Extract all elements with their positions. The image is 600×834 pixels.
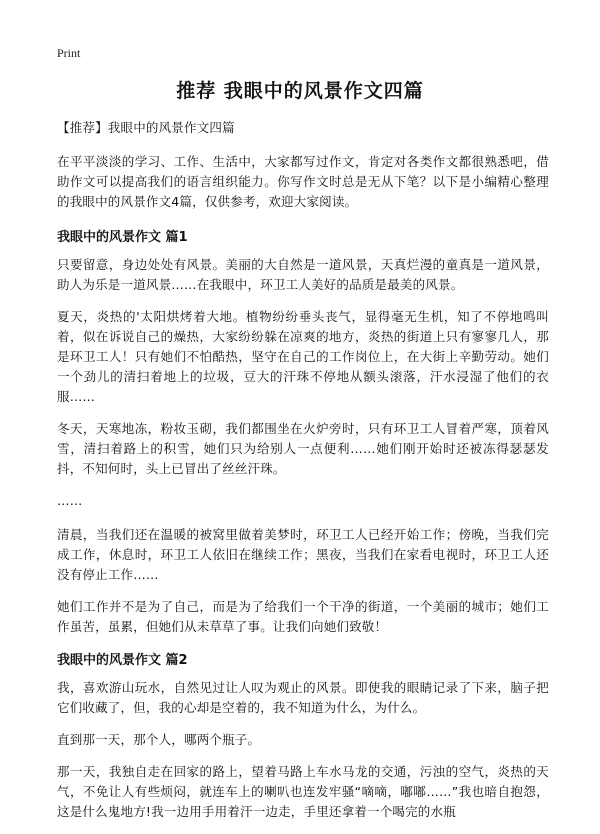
paragraph: 冬天，天寒地冻，粉妆玉砌，我们都围坐在火炉旁时，只有环卫工人冒着严寒，顶着风雪，清扫着路上的积雪，她们只为给别人一点便利……她们刚开始时还被冻得瑟瑟发抖，不知何时，头上已冒出了丝丝汗珠。 [57,421,549,476]
paragraph: 她们工作并不是为了自己，而是为了给我们一个干净的街道，一个美丽的城市；她们工作虽苦，虽累，但她们从未草草了事。让我们向她们致敬！ [57,599,549,634]
paragraph: 我，喜欢游山玩水，自然见过让人叹为观止的风景。即使我的眼睛记录了下来，脑子把它们收藏了，但，我的心却是空着的，我不知道为什么，为什么。 [57,680,549,715]
paragraph: 夏天，炎热的'太阳烘烤着大地。植物纷纷垂头丧气，显得毫无生机，知了不停地鸣叫着，似在诉说自己的燥热，大家纷纷躲在凉爽的地方，炎热的街道上只有寥寥几人，那是环卫工人！只有她们不怕酷热，坚守在自己的工作岗位上，在大街上辛勤劳动。她们一个劲儿的清扫着地上的垃圾，豆大的汗珠不停地从额头滚落，汗水浸湿了他们的衣服…… [57,309,549,404]
document-body [57,112,549,834]
paragraph: 清晨，当我们还在温暖的被窝里做着美梦时，环卫工人已经开始工作；傍晚，当我们完成工作，休息时，环卫工人依旧在继续工作；黑夜，当我们在家看电视时，环卫工人还没有停止工作…… [57,527,549,582]
document-title: 推荐 我眼中的风景作文四篇 [176,80,424,102]
section-heading-1: 我眼中的风景作文 篇1 [57,230,188,245]
print-label: Print [57,46,81,60]
section-heading-2: 我眼中的风景作文 篇2 [57,653,188,668]
paragraph: 那一天，我独自走在回家的路上，望着马路上车水马龙的交通，污浊的空气，炎热的天气，不免让人有些烦闷，就连车上的喇叭也连发牢骚“嘀嘀，嘟嘟……”我也暗自抱怨，这是什么鬼地方!我一边用手用着汗一边走，手里还拿着一个喝完的水瓶 [57,764,549,819]
ellipsis-line: …… [57,493,83,508]
intro-paragraph: 在平平淡淡的学习、工作、生活中，大家都写过作文，肯定对各类作文都很熟悉吧，借助作文可以提高我们的语言组织能力。你写作文时总是无从下笔？以下是小编精心整理的我眼中的风景作文4篇，仅供参考，欢迎大家阅读。 [57,154,549,209]
paragraph: 直到那一天，那个人，哪两个瓶子。 [57,732,261,747]
paragraph: 只要留意，身边处处有风景。美丽的大自然是一道风景，天真烂漫的童真是一道风景，助人为乐是一道风景……在我眼中，环卫工人美好的品质是最美的风景。 [57,257,549,292]
recommend-line: 【推荐】我眼中的风景作文四篇 [57,120,235,135]
